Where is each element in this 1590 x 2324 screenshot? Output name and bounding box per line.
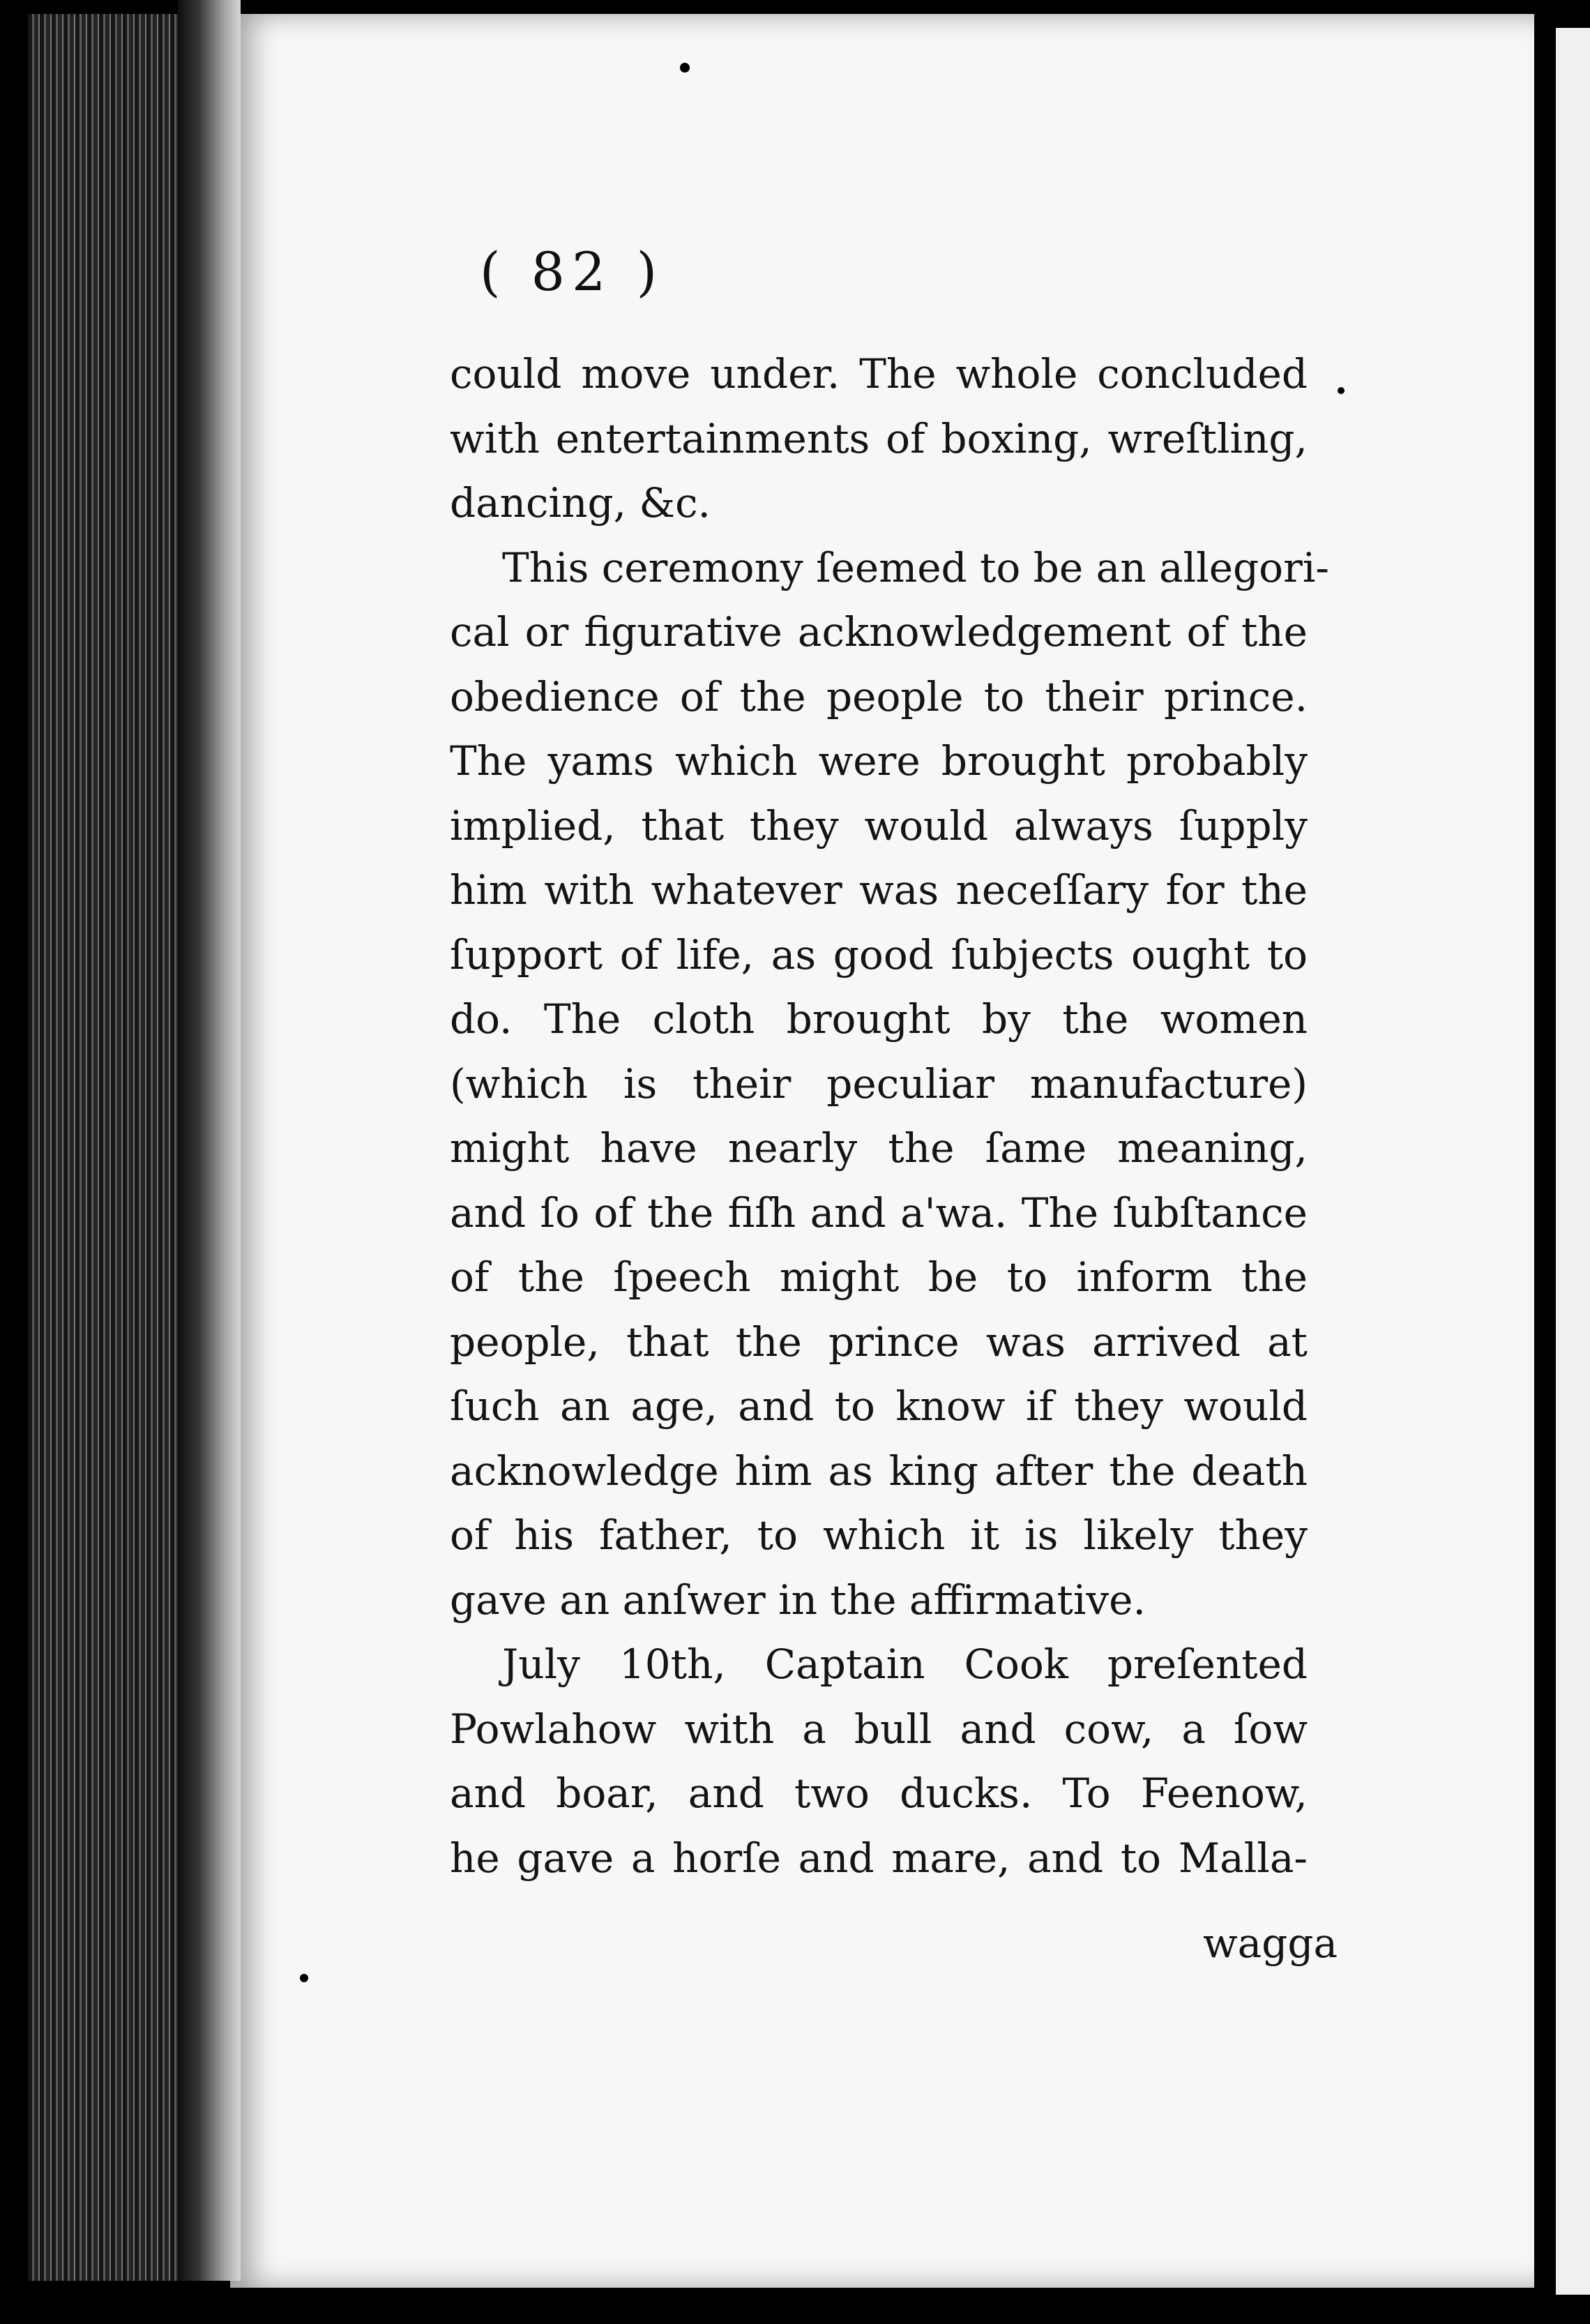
text-line: implied, that they would always ſupply — [450, 801, 1308, 850]
ink-speck — [1338, 387, 1345, 394]
text-line: gave an anſwer in the affirmative. — [450, 1576, 1146, 1624]
text-line: cal or figurative acknowledgement of the — [450, 608, 1308, 656]
text-line: Powlahow with a bull and cow, a ſow — [450, 1705, 1308, 1753]
text-line: with entertainments of boxing, wreſtling, — [450, 414, 1308, 462]
text-line: This ceremony ſeemed to be an allegori- — [502, 543, 1329, 591]
text-line: and boar, and two ducks. To Feenow, — [450, 1770, 1308, 1817]
text-line: The yams which were brought probably — [450, 737, 1308, 785]
paragraph — [450, 1632, 1308, 1890]
text-line: (which is their peculiar manufacture) — [450, 1059, 1308, 1108]
text-line: do. The cloth brought by the women — [450, 995, 1308, 1043]
text-line: of his father, to which it is likely they — [450, 1511, 1308, 1559]
text-line: acknowledge him as king after the death — [450, 1447, 1308, 1495]
text-line: him with whatever was neceſſary for the — [450, 866, 1308, 914]
text-line: ſuch an age, and to know if they would — [450, 1382, 1308, 1430]
paragraph — [450, 536, 1329, 1633]
text-line: July 10th, Captain Cook preſented — [502, 1640, 1308, 1688]
text-line: dancing, &c. — [450, 479, 711, 527]
text-line: ſupport of life, as good ſubjects ought to — [450, 930, 1308, 979]
ink-speck — [300, 1974, 308, 1982]
text-line: might have nearly the ſame meaning, — [450, 1124, 1308, 1172]
text-line: people, that the prince was arrived at — [450, 1318, 1308, 1366]
text-line: of the ſpeech might be to inform the — [450, 1253, 1308, 1301]
gutter-shadow — [178, 0, 241, 2281]
next-page-edge — [1552, 28, 1590, 2295]
text-line: he gave a horſe and mare, and to Malla- — [450, 1834, 1308, 1882]
catchword: wagga — [1203, 1919, 1338, 1967]
paragraph — [450, 342, 1308, 536]
page-number-header: ( 82 ) — [479, 241, 665, 303]
body-text — [450, 342, 1329, 1890]
text-line: obedience of the people to their prince. — [450, 672, 1308, 720]
text-line: and ſo of the fiſh and a'wa. The ſubſtance — [450, 1189, 1308, 1237]
text-line: could move under. The whole concluded — [450, 350, 1308, 398]
ink-speck — [680, 63, 690, 73]
